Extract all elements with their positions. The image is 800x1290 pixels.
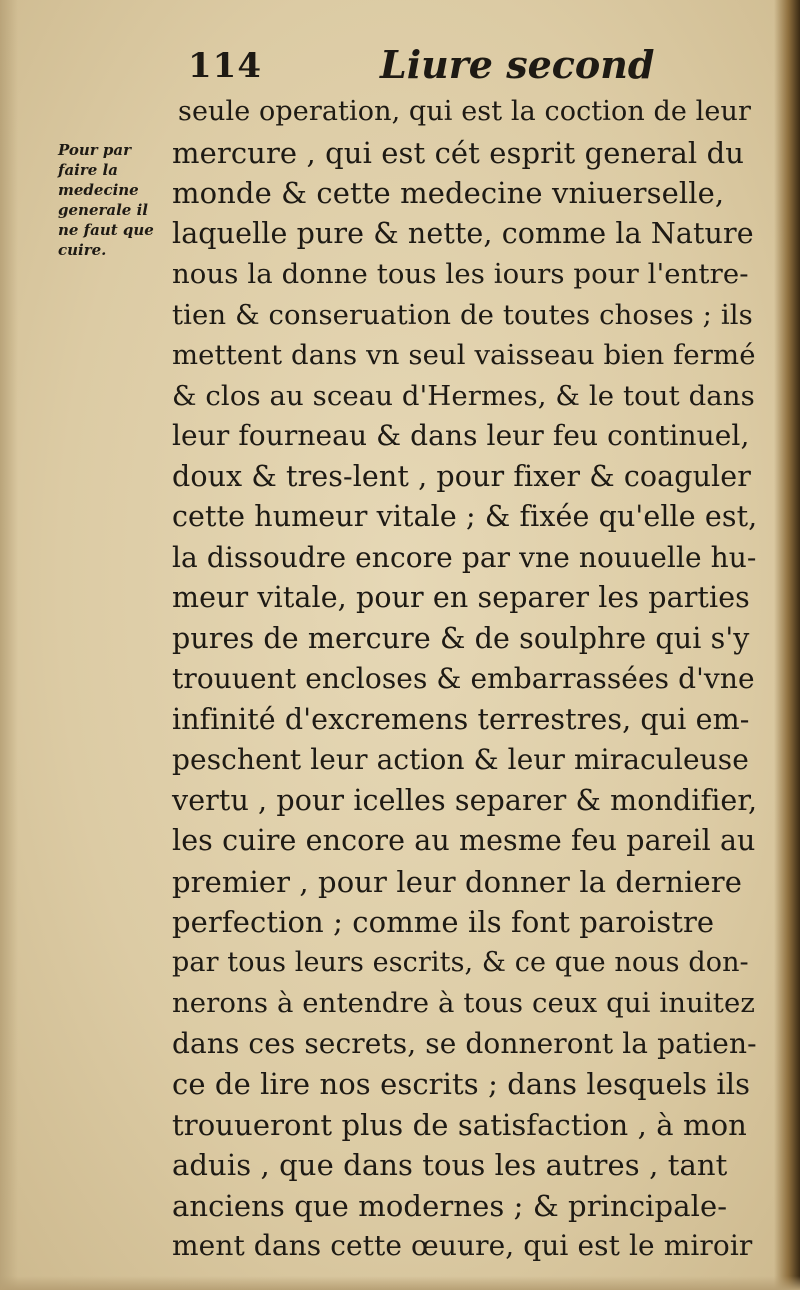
text-line: aduis , que dans tous les autres , tant xyxy=(172,1148,728,1182)
margin-note-line: ne faut que xyxy=(58,221,154,239)
page-gutter-shadow xyxy=(0,0,18,1290)
text-line: ment dans cette œuure, qui est le miroir xyxy=(172,1229,753,1262)
text-line: perfection ; comme ils font paroistre xyxy=(172,905,715,939)
text-line: monde & cette medecine vniuerselle, xyxy=(172,176,725,210)
text-line: trouuent encloses & embarrassées d'vne xyxy=(172,662,755,695)
text-line: nous la donne tous les iours pour l'entre- xyxy=(172,258,749,290)
text-line: ce de lire nos escrits ; dans lesquels ils xyxy=(172,1067,751,1101)
text-line: les cuire encore au mesme feu pareil au xyxy=(172,824,756,857)
text-line: vertu , pour icelles separer & mondifier, xyxy=(172,783,758,817)
text-line: trouueront plus de satisfaction , à mon xyxy=(172,1107,747,1142)
margin-note xyxy=(58,140,176,260)
text-line: tien & conseruation de toutes choses ; ils xyxy=(172,298,753,331)
text-line: leur fourneau & dans leur feu continuel, xyxy=(172,419,750,452)
margin-note-line: cuire. xyxy=(58,241,107,259)
page-edge-shadow xyxy=(774,0,800,1290)
text-line: infinité d'excremens terrestres, qui em- xyxy=(172,702,750,736)
margin-note-line: generale il xyxy=(58,201,148,219)
margin-note-line: Pour par xyxy=(58,141,132,159)
text-line: pures de mercure & de soulphre qui s'y xyxy=(172,621,750,655)
text-line: anciens que modernes ; & principale- xyxy=(172,1188,728,1223)
margin-note-line: faire la xyxy=(58,161,118,179)
text-line: & clos au sceau d'Hermes, & le tout dans xyxy=(172,379,755,412)
text-line: cette humeur vitale ; & fixée qu'elle est, xyxy=(172,500,758,533)
body-text xyxy=(172,92,757,1267)
text-line: meur vitale, pour en separer les parties xyxy=(172,581,750,614)
running-head: Liure second xyxy=(380,42,655,87)
page-number: 114 xyxy=(188,46,262,86)
text-line: par tous leurs escrits, & ce que nous don- xyxy=(172,946,749,978)
text-line: nerons à entendre à tous ceux qui inuitez xyxy=(172,987,755,1019)
text-line: seule operation, qui est la coction de leur xyxy=(178,96,751,127)
text-line: mercure , qui est cét esprit general du xyxy=(172,135,745,170)
page-bottom-shadow xyxy=(0,1276,800,1290)
text-line: dans ces secrets, se donneront la patien- xyxy=(172,1026,757,1060)
text-line: la dissoudre encore par vne nouuelle hu- xyxy=(172,540,757,574)
text-line: peschent leur action & leur miraculeuse xyxy=(172,743,749,776)
text-line: mettent dans vn seul vaisseau bien fermé xyxy=(172,339,756,371)
text-line: premier , pour leur donner la derniere xyxy=(172,864,742,899)
text-line: laquelle pure & nette, comme la Nature xyxy=(172,216,754,250)
text-line: doux & tres-lent , pour fixer & coaguler xyxy=(172,459,751,493)
margin-note-line: medecine xyxy=(58,181,139,199)
